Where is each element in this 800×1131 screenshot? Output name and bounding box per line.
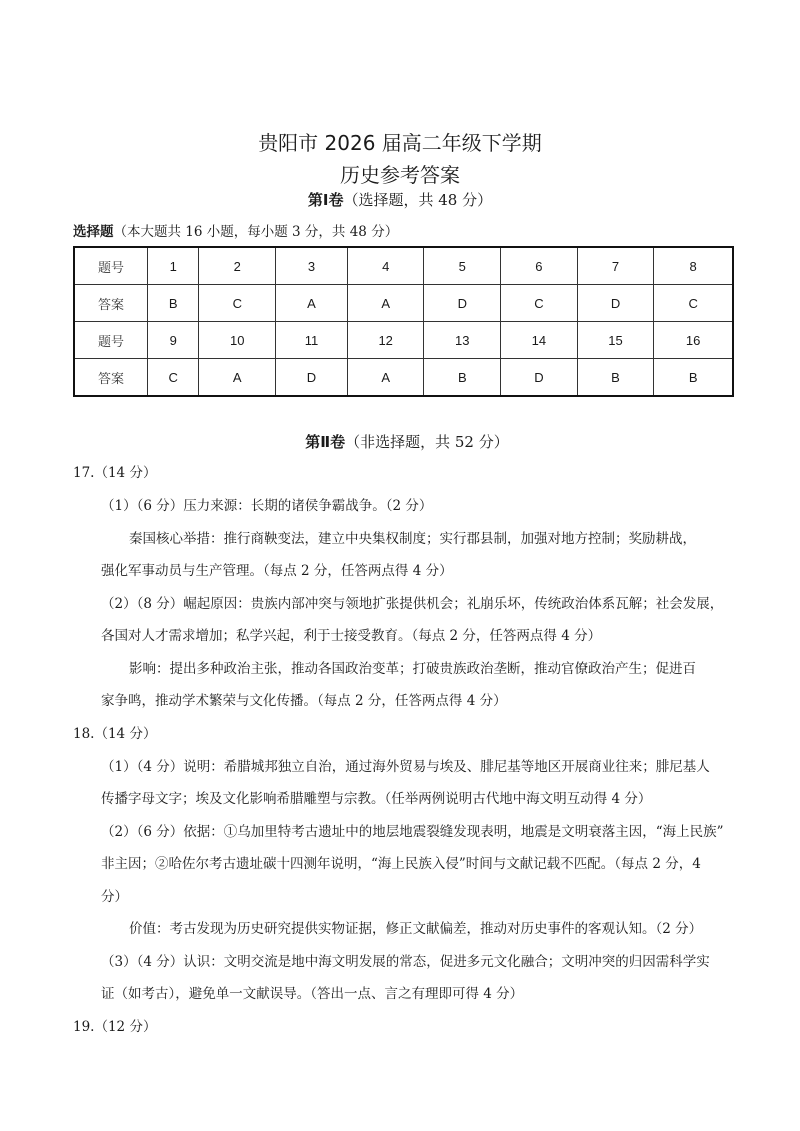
question-number-cell: 13	[424, 322, 501, 359]
question-number-cell: 6	[501, 247, 578, 285]
question-number-cell: 14	[501, 322, 578, 359]
answer-cell: A	[347, 285, 424, 322]
part1-heading	[0, 189, 800, 210]
q18-line: 分）	[101, 889, 128, 905]
q18-line: 传播字母文字；埃及文化影响希腊雕塑与宗教。（任举两例说明古代地中海文明互动得 4 分）	[101, 791, 652, 807]
answer-cell: D	[577, 285, 654, 322]
part2-heading	[0, 431, 800, 452]
answer-cell: C	[148, 359, 199, 397]
question-number-cell: 9	[148, 322, 199, 359]
q18-line: （1）（4 分）说明：希腊城邦独立自治，通过海外贸易与埃及、腓尼基等地区开展商业往来；腓尼基人	[101, 759, 710, 775]
question-number-cell: 15	[577, 322, 654, 359]
answer-cell: A	[347, 359, 424, 397]
part1-description: （选择题，共 48 分）	[343, 191, 493, 209]
answer-cell: D	[424, 285, 501, 322]
question-number-cell: 11	[276, 322, 348, 359]
part2-description: （非选择题，共 52 分）	[345, 433, 509, 451]
answer-cell: B	[654, 359, 733, 397]
question-number-cell: 16	[654, 322, 733, 359]
choice-intro	[73, 220, 398, 240]
q17-line: 各国对人才需求增加；私学兴起，利于士接受教育。（每点 2 分，任答两点得 4 分）	[101, 628, 602, 644]
question-19-heading: 19.（12 分）	[73, 1019, 157, 1035]
q18-line: 价值：考古发现为历史研究提供实物证据，修正文献偏差，推动对历史事件的客观认知。（2 分）	[129, 921, 703, 937]
answer-cell: B	[148, 285, 199, 322]
question-number-cell: 4	[347, 247, 424, 285]
q18-line: （3）（4 分）认识：文明交流是地中海文明发展的常态，促进多元文化融合；文明冲突的归因需科学实	[101, 954, 710, 970]
q17-line: 家争鸣，推动学术繁荣与文化传播。（每点 2 分，任答两点得 4 分）	[101, 693, 507, 709]
question-number-cell: 7	[577, 247, 654, 285]
question-number-row	[74, 247, 733, 285]
q18-line: （2）（6 分）依据：①乌加里特考古遗址中的地层地震裂缝发现表明，地震是文明衰落主因，“海上民族”	[101, 824, 724, 840]
document-title: 贵阳市 2026 届高二年级下学期	[258, 131, 542, 155]
part1-label: 第Ⅰ卷	[307, 191, 344, 209]
answer-cell: C	[199, 285, 276, 322]
question-number-cell: 3	[276, 247, 348, 285]
answer-cell: A	[276, 285, 348, 322]
answer-row	[74, 285, 733, 322]
part2-label: 第Ⅱ卷	[305, 433, 346, 451]
answer-cell: D	[501, 359, 578, 397]
question-number-cell: 8	[654, 247, 733, 285]
row-label-answer: 答案	[74, 285, 148, 322]
q17-line: 秦国核心举措：推行商鞅变法，建立中央集权制度；实行郡县制，加强对地方控制；奖励耕战，	[129, 531, 696, 547]
q17-line: 强化军事动员与生产管理。（每点 2 分，任答两点得 4 分）	[101, 563, 453, 579]
question-17-heading: 17.（14 分）	[73, 465, 157, 481]
answer-cell: C	[501, 285, 578, 322]
answer-cell: D	[276, 359, 348, 397]
question-number-cell: 1	[148, 247, 199, 285]
question-18-heading: 18.（14 分）	[73, 726, 157, 742]
q17-line: （1）（6 分）压力来源：长期的诸侯争霸战争。（2 分）	[101, 498, 433, 514]
document-subtitle: 历史参考答案	[340, 163, 460, 187]
answer-row	[74, 359, 733, 397]
question-number-cell: 10	[199, 322, 276, 359]
question-number-cell: 2	[199, 247, 276, 285]
choice-intro-description: （本大题共 16 小题，每小题 3 分，共 48 分）	[113, 224, 399, 240]
row-label-answer: 答案	[74, 359, 148, 397]
q18-line: 非主因；②哈佐尔考古遗址碳十四测年说明，“海上民族入侵”时间与文献记载不匹配。（每点 2 分，4	[101, 856, 701, 872]
row-label-number: 题号	[74, 247, 148, 285]
answer-cell: B	[424, 359, 501, 397]
row-label-number: 题号	[74, 322, 148, 359]
answer-table	[73, 246, 734, 397]
question-number-cell: 12	[347, 322, 424, 359]
answer-cell: C	[654, 285, 733, 322]
question-number-cell: 5	[424, 247, 501, 285]
question-number-row	[74, 322, 733, 359]
q18-line: 证（如考古），避免单一文献误导。（答出一点、言之有理即可得 4 分）	[101, 986, 524, 1002]
answer-cell: B	[577, 359, 654, 397]
choice-intro-label: 选择题	[73, 224, 114, 240]
q17-line: （2）（8 分）崛起原因：贵族内部冲突与领地扩张提供机会；礼崩乐坏，传统政治体系瓦解；社会发展，	[101, 596, 724, 612]
answer-cell: A	[199, 359, 276, 397]
q17-line: 影响：提出多种政治主张，推动各国政治变革；打破贵族政治垄断，推动官僚政治产生；促进百	[129, 661, 696, 677]
